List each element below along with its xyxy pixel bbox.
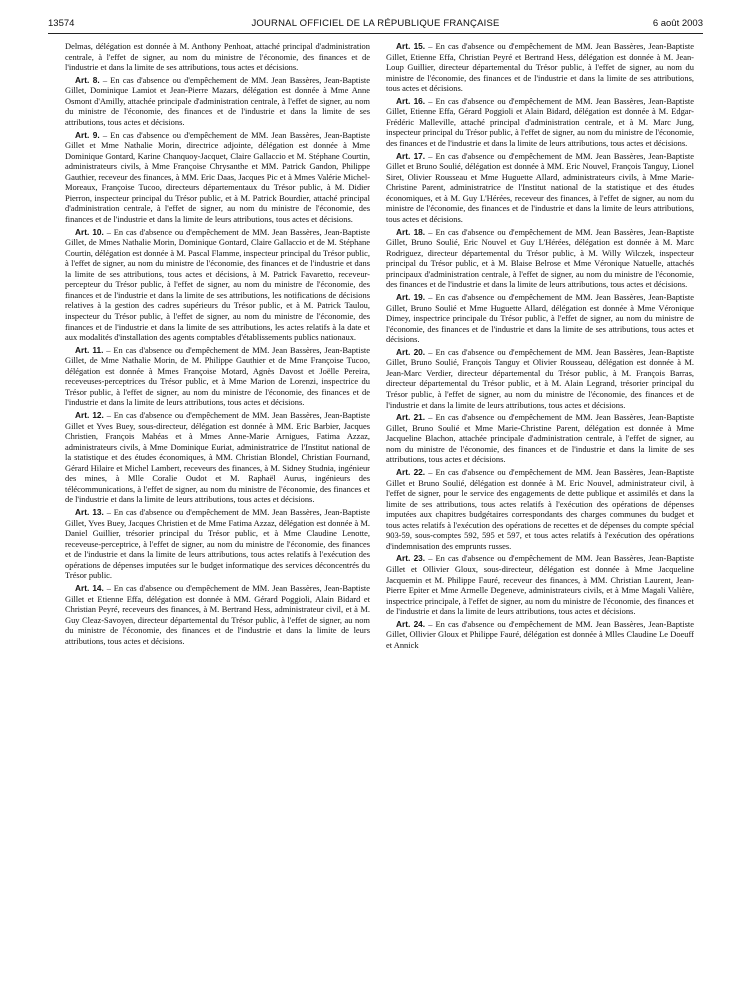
article-number: Art. 13. — [75, 507, 104, 518]
article-paragraph — [65, 130, 370, 225]
article-paragraph — [65, 507, 370, 581]
article-number: Art. 22. — [396, 466, 426, 477]
article-paragraph — [386, 151, 694, 225]
article-number: Art. 19. — [396, 291, 426, 302]
article-number: Art. 14. — [75, 583, 104, 593]
article-text: – En cas d'absence ou d'empêchement de MM. Jean Bassères, Jean-Baptiste Gillet et Bruno Soulié, délégation est donnée à MM. Eric Nouvel, François Tanguy, Lionel Siret, Olivier Rousseau et Mme Huguette Allard, administrateurs civils, à Mme Marie-Christine Parent, administratrice de l'Institut national de la statistique et des études économiques, et à M. Guy L'Hérées, receveur des finances, à l'effet de signer, au nom du ministre de l'économie, des finances et de l'industrie et dans la limite de leurs attributions, tous actes et décisions. — [386, 150, 694, 224]
article-number: Art. 18. — [396, 226, 426, 237]
article-paragraph — [386, 347, 694, 410]
article-text: Delmas, délégation est donnée à M. Anthony Penhoat, attaché principal d'administration centrale, à l'effet de signer, au nom du ministre de l'économie, des finances et de l'industrie et dans la limite de ses attributions, tous actes et décisions. — [65, 41, 370, 73]
article-number: Art. 11. — [75, 344, 104, 355]
article-number: Art. 15. — [396, 41, 426, 51]
issue-date: 6 août 2003 — [652, 18, 703, 29]
article-paragraph — [65, 227, 370, 343]
article-text: – En cas d'absence ou d'empêchement de MM. Jean Bassères, Jean-Baptiste Gillet, Yves Buey, Jacques Christien et de Mme Fatima Azzaz, délégation est donnée à M. Daniel Guillier, trésorier principal du Trésor public, et à Mme Claudine Lenotte, receveuse-perceptrice, à l'effet de signer, au nom du ministre de l'économie, des finances et de l'industrie et dans la limite de leurs attributions, tous actes relatifs à l'exécution des opérations de dépenses imputées sur le budget informatique des services déconcentrés du Trésor public. — [65, 507, 370, 581]
article-number: Art. 20. — [396, 346, 426, 357]
article-paragraph — [65, 410, 370, 505]
article-paragraph — [386, 292, 694, 345]
article-text: – En cas d'absence ou d'empêchement de MM. Jean Bassères, Jean-Baptiste Gillet, de Mmes Nathalie Morin, Dominique Gontard, Claire Gallaccio et de M. Stéphane Courtin, délégation est donnée à M. Pascal Flamme, inspecteur principal du Trésor public, à l'effet de signer, au nom du ministre de l'économie, des finances et de l'industrie et dans la limite de ses attributions, tous actes et décisions, à M. Patrick Favaretto, receveur-percepteur du Trésor public, à l'effet de signer, au nom du ministre de l'économie, des finances et de l'industrie et dans la limite de ses attributions, les notifications de décisions relatives à la gestion des cadres supérieurs du Trésor public, et à M. Patrick Taulou, inspecteur du Trésor public, à l'effet de signer, au nom du ministre de l'économie, des finances et de l'industrie et dans la limite de ses attributions, les actes relatifs à la date et aux modalités d'installation des agents comptables d'établissements publics nationaux. — [65, 226, 370, 343]
page-header — [48, 18, 703, 34]
article-text: – En cas d'absence ou d'empêchement de MM. Jean Bassères, Jean-Baptiste Gillet, de Mme Nathalie Morin, de M. Philippe Gauthier et de Mme Françoise Tucoo, délégation est donnée à Mmes Françoise Motard, Agnès Davost et Joëlle Pereira, receveuses-perceptrices du Trésor public, et à Mme Marion de Lorenzi, inspectrice du Trésor public, à l'effet de signer, au nom du ministre de l'économie, des finances et de l'industrie et dans la limite de leurs attributions, tous actes et décisions. — [65, 344, 370, 408]
article-number: Art. 12. — [75, 410, 104, 421]
article-paragraph — [386, 619, 694, 651]
article-text: – En cas d'absence ou d'empêchement de MM. Jean Bassères, Jean-Baptiste Gillet et Bruno Soulié, délégation est donnée à M. Eric Nouvel, administrateur civil, à l'effet de signer, pour le service des engagements de dette publique et assimilés et dans la limite de ses attributions, tous actes relatifs à l'exécution des opérations de dépenses imputées aux chapitres budgétaires correspondants des charges communes du budget et tous actes relatifs à l'exécution des opérations de recettes et de dépenses du compte spécial 903-59, sous-comptes 592, 595 et 597, et tous actes relatifs à l'exécution des opérations d'indemnisation des emprunts russes. — [386, 466, 694, 551]
article-number: Art. 9. — [75, 129, 100, 140]
article-paragraph — [65, 345, 370, 408]
article-text: – En cas d'absence ou d'empêchement de MM. Jean Bassères, Jean-Baptiste Gillet et Yves Buey, sous-directeur, délégation est donnée à MM. Eric Barbier, Jacques Christien, François Mahéas et à Mmes Anne-Marie Arnigues, Fatima Azzaz, administrateurs civils, à Mme Dominique Euriat, administratrice de l'Institut national de la statistique et des études économiques, à MM. Christian Blondel, Christian Fournand, Gérard Hilaire et Michel Lambert, receveurs des finances, à M. Sidney Studnia, ingénieur des mines, à Mlle Coralie Oudot et M. Raphaël Aurus, ingénieurs des télécommunications, à l'effet de signer, au nom du ministre de l'économie, des finances et de l'industrie et dans la limite de leurs attributions, tous actes et décisions. — [65, 410, 370, 505]
article-text: – En cas d'absence ou d'empêchement de MM. Jean Bassères, Jean-Baptiste Gillet et Ollivier Gloux, sous-directeur, délégation est donnée à Mme Jacqueline Jacquemin et M. Philippe Fauré, receveur des finances, à MM. Christian Laurent, Jean-Pierre Epiter et Mme Armelle Degeneve, administrateurs civils, et à Mme Magali Valière, inspectrice principale, à l'effet de signer, au nom du ministre de l'économie, des finances et de l'industrie et dans la limite de leurs attributions, tous actes et décisions. — [386, 553, 694, 617]
article-paragraph — [65, 41, 370, 73]
article-paragraph — [386, 412, 694, 465]
article-paragraph — [65, 583, 370, 646]
article-text: – En cas d'absence ou d'empêchement de MM. Jean Bassères, Jean-Baptiste Gillet, Etienne Effa, Gérard Poggioli et Alain Bidard, délégation est donnée à M. Edgar-Frédéric Malleville, attaché principal d'administration centrale, et à M. Marc Jung, inspecteur principal du Trésor public, à l'effet de signer, au nom du ministre de l'économie, des finances et de l'industrie et dans la limite de leurs attributions, tous actes et décisions. — [386, 95, 694, 149]
article-text: – En cas d'absence ou d'empêchement de MM. Jean Bassères, Jean-Baptiste Gillet, Ollivier Gloux et Philippe Fauré, délégation est donnée à Mlles Claudine Le Doeuff et Annick — [386, 618, 694, 650]
article-text: – En cas d'absence ou d'empêchement de MM. Jean Bassères, Jean-Baptiste Gillet, Bruno Soulié, Eric Nouvel et Guy L'Hérées, délégation est donnée à M. Marc Rodriguez, directeur départemental du Trésor public, à M. Willy Wilczek, inspecteur principal du Trésor public, et à M. Blaise Belrose et Mme Véronique Natuelle, attachés principaux d'administration centrale, à l'effet de signer, au nom du ministre de l'économie, des finances et de l'industrie et dans la limite de leurs attributions, tous actes et décisions. — [386, 226, 694, 290]
article-number: Art. 16. — [396, 95, 426, 106]
left-column — [65, 41, 370, 648]
article-text: – En cas d'absence ou d'empêchement de MM. Jean Bassères, Jean-Baptiste Gillet et Mme Nathalie Morin, directrice adjointe, délégation est donnée à Mme Dominique Gontard, Karine Chanquoy-Jacquet, Claire Gallaccio et M. Stéphane Courtin, administrateurs civils, à Mme Françoise Chrysanthe et MM. Patrick Gandon, Philippe Gauthier, receveur des finances, à MM. Eric Daas, Jacques Pic et à Mmes Valérie Michel-Moreaux, Françoise Tucoo, directeurs départementaux du Trésor public, à M. Didier Pierron, inspecteur principal du Trésor public, et à M. Patrick Bourdier, attaché principal d'administration centrale, à l'effet de signer, au nom du ministre de l'économie, des finances et de l'industrie et dans la limite de leurs attributions, tous actes et décisions. — [65, 129, 370, 224]
article-paragraph — [386, 227, 694, 290]
article-number: Art. 24. — [396, 618, 426, 629]
article-number: Art. 10. — [75, 226, 104, 237]
article-text: – En cas d'absence ou d'empêchement de MM. Jean Bassères, Jean-Baptiste Gillet, Etienne Effa, Christian Peyré et Bertrand Hess, délégation est donnée à M. Jean-Loup Guillier, directeur départemental du Trésor public, à l'effet de signer, au nom du ministre de l'économie, des finances et de l'industrie et dans la limite de ses attributions, tous actes et décisions. — [386, 41, 694, 94]
article-text: – En cas d'absence ou d'empêchement de MM. Jean Bassères, Jean-Baptiste Gillet, Bruno Soulié et Mme Huguette Allard, délégation est donnée à Mme Véronique Dimey, inspectrice principale du Trésor public, à l'effet de signer, au nom du ministre de l'économie, des finances et de l'industrie et dans la limite de ses attributions, tous actes et décisions. — [386, 291, 694, 345]
page-number: 13574 — [48, 18, 75, 29]
article-number: Art. 23. — [396, 553, 426, 564]
article-text: – En cas d'absence ou d'empêchement de MM. Jean Bassères, Jean-Baptiste Gillet, Bruno Soulié et Mme Marie-Christine Parent, délégation est donnée à Mme Jacqueline Blachon, attachée principale d'administration centrale, à l'effet de signer, au nom du ministre de l'économie, des finances et de l'industrie et dans la limite de ses attributions, tous actes et décisions. — [386, 412, 694, 465]
article-number: Art. 8. — [75, 74, 100, 85]
article-text: – En cas d'absence ou d'empêchement de MM. Jean Bassères, Jean-Baptiste Gillet, Dominique Lamiot et Jean-Pierre Mazars, délégation est donnée à Mme Anne Osmont d'Amilly, attachée principale d'administration centrale, à l'effet de signer, au nom du ministre de l'économie, des finances et de l'industrie et dans la limite de ses attributions, tous actes et décisions. — [65, 74, 370, 127]
article-number: Art. 21. — [396, 412, 426, 423]
right-column — [386, 41, 694, 653]
article-paragraph — [386, 96, 694, 149]
article-paragraph — [386, 553, 694, 616]
article-number: Art. 17. — [396, 150, 426, 161]
article-text: – En cas d'absence ou d'empêchement de MM. Jean Bassères, Jean-Baptiste Gillet, Bruno Soulié, François Tanguy et Olivier Rousseau, délégation est donnée à M. Jean-Marc Verdier, directeur départemental du Trésor public, à M. François Barras, directeur départemental du Trésor public, et à M. Alain Legrand, trésorier principal du Trésor public, à l'effet de signer, au nom du ministre de l'économie, des finances et de l'industrie et dans la limite de leurs attributions, tous actes et décisions. — [386, 346, 694, 410]
article-text: – En cas d'absence ou d'empêchement de MM. Jean Bassères, Jean-Baptiste Gillet et Etienne Effa, délégation est donnée à MM. Gérard Poggioli, Alain Bidard et Christian Peyré, receveurs des finances, à M. Bertrand Hess, administrateur civil, et à M. Guy Cleaz-Savoyen, directeur départemental du Trésor public, à l'effet de signer, au nom du ministre de l'économie, des finances et de l'industrie et dans la limite de leurs attributions, tous actes et décisions. — [65, 583, 370, 646]
header-rule — [48, 33, 703, 34]
article-paragraph — [386, 467, 694, 551]
article-paragraph — [65, 75, 370, 128]
journal-title: JOURNAL OFFICIEL DE LA RÉPUBLIQUE FRANÇAISE — [251, 18, 500, 29]
article-paragraph — [386, 41, 694, 94]
